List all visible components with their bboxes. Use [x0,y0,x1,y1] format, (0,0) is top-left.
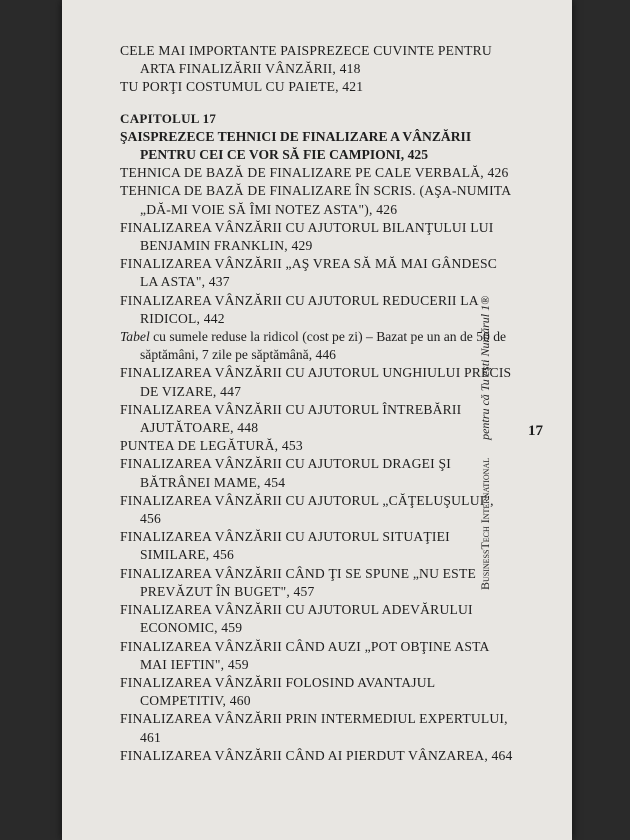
table-of-contents [120,42,515,765]
publisher-name: BusinessTech International [478,457,492,590]
toc-entry: FINALIZAREA VÂNZĂRII CU AJUTORUL DRAGEI ŞI BĂTRÂNEI MAME, 454 [120,456,451,490]
toc-entry: TU PORŢI COSTUMUL CU PAIETE, 421 [120,79,364,95]
running-footer [478,296,493,590]
toc-entry: FINALIZAREA VÂNZĂRII FOLOSIND AVANTAJUL COMPETITIV, 460 [120,674,435,709]
toc-entry: FINALIZAREA VÂNZĂRII CU AJUTORUL „CĂŢELUŞULUI", 456 [120,492,494,527]
toc-entry: CELE MAI IMPORTANTE PAISPREZECE CUVINTE PENTRU ARTA FINALIZĂRII VÂNZĂRII, 418 [120,43,492,77]
toc-entry: FINALIZAREA VÂNZĂRII CÂND ŢI SE SPUNE „NU ESTE PREVĂZUT ÎN BUGET", 457 [120,565,476,599]
table-label: Tabel [120,329,150,345]
toc-entry: FINALIZAREA VÂNZĂRII CU AJUTORUL ADEVĂRULUI ECONOMIC, 459 [120,602,473,636]
toc-entry: FINALIZAREA VÂNZĂRII CÂND AUZI „POT OBŢINE ASTA MAI IEFTIN", 459 [120,638,489,672]
table-entry-text: cu sumele reduse la ridicol (cost pe zi) – Bazat pe un an de 50 de săptămâni, 7 zile pe săptămână, 446 [140,329,507,363]
chapter-label: CAPITOLUL 17 [120,110,217,126]
toc-entry: FINALIZAREA VÂNZĂRII CU AJUTORUL SITUAŢIEI SIMILARE, 456 [120,529,450,563]
toc-entry: FINALIZAREA VÂNZĂRII „AŞ VREA SĂ MĂ MAI GÂNDESC LA ASTA", 437 [120,256,498,290]
toc-entry: PUNTEA DE LEGĂTURĂ, 453 [120,438,303,454]
toc-entry: FINALIZAREA VÂNZĂRII CU AJUTORUL BILANŢULUI LUI BENJAMIN FRANKLIN, 429 [120,219,494,254]
toc-entry: FINALIZAREA VÂNZĂRII CÂND AI PIERDUT VÂNZAREA, 464 [120,747,513,763]
toc-entry: TEHNICA DE BAZĂ DE FINALIZARE PE CALE VERBALĂ, 426 [120,165,509,181]
book-page [62,0,572,840]
toc-entry: TEHNICA DE BAZĂ DE FINALIZARE ÎN SCRIS. (AŞA-NUMITA „DĂ-MI VOIE SĂ ÎMI NOTEZ ASTA"), 426 [120,183,511,217]
toc-entry: FINALIZAREA VÂNZĂRII CU AJUTORUL ÎNTREBĂRII AJUTĂTOARE, 448 [120,401,462,436]
chapter-title: ŞAISPREZECE TEHNICI DE FINALIZARE A VÂNZĂRII PENTRU CEI CE VOR SĂ FIE CAMPIONI, 425 [120,128,472,163]
toc-entry: FINALIZAREA VÂNZĂRII PRIN INTERMEDIUL EXPERTULUI, 461 [120,711,508,745]
toc-entry: FINALIZAREA VÂNZĂRII CU AJUTORUL REDUCERII LA RIDICOL, 442 [120,292,479,326]
toc-table-entry [120,328,515,364]
page-number: 17 [528,423,543,439]
toc-entry: FINALIZAREA VÂNZĂRII CU AJUTORUL UNGHIULUI PRECIS DE VIZARE, 447 [120,365,512,399]
series-name: pentru că Tu eşti Numărul 1® [478,295,492,440]
